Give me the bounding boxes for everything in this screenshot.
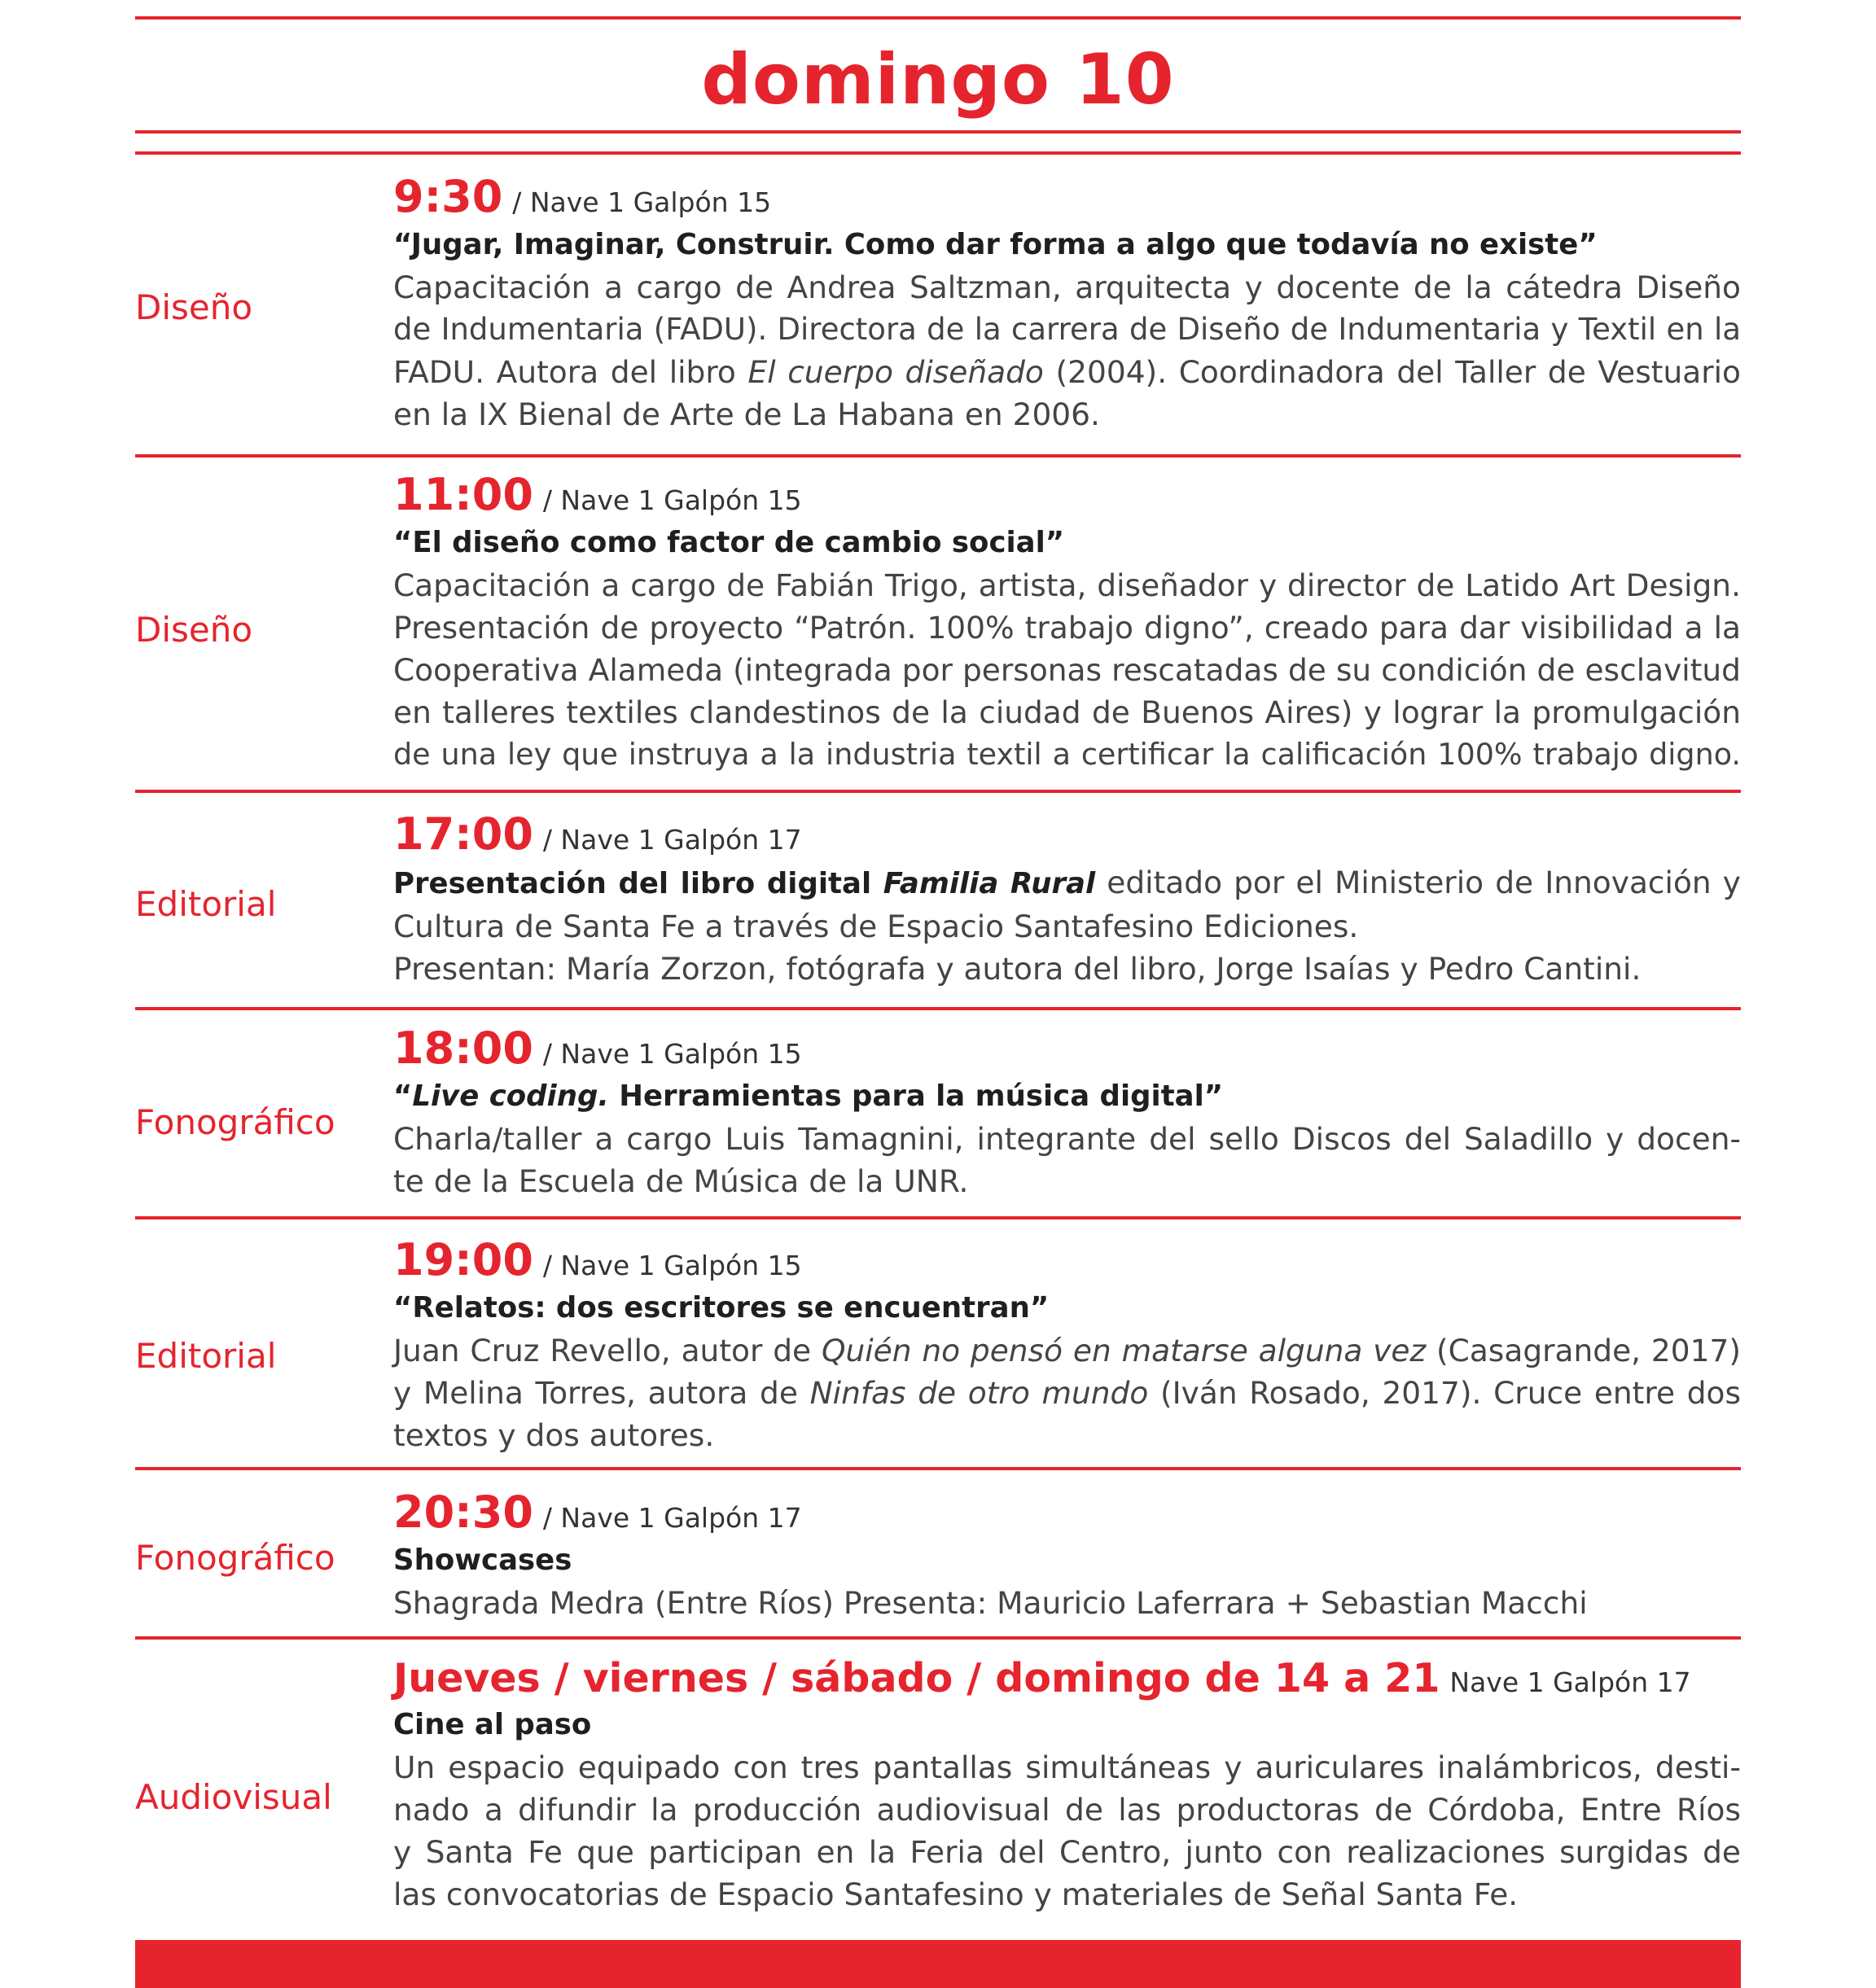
event-desc-line: Cooperativa Alameda (integrada por personas rescatadas de su condición de esclavitud bbox=[393, 652, 1741, 688]
divider bbox=[135, 1467, 1741, 1470]
event-desc-line: Un espacio equipado con tres pantallas simultáneas y auriculares inalámbricos, desti- bbox=[393, 1749, 1741, 1785]
event-desc-line: Juan Cruz Revello, autor de Quién no pensó en matarse alguna vez (Casagrande, 2017) bbox=[393, 1333, 1741, 1368]
event-category: Fonográfico bbox=[135, 1538, 335, 1578]
divider bbox=[135, 1636, 1741, 1640]
book-title: Quién no pensó en matarse alguna vez bbox=[821, 1333, 1427, 1368]
event-content bbox=[393, 173, 1741, 436]
event-content bbox=[393, 1654, 1741, 1916]
event-place: / Nave 1 Galpón 15 bbox=[512, 186, 772, 218]
event-desc-line: y Santa Fe que participan en la Feria del Centro, junto con realizaciones surgidas de bbox=[393, 1834, 1741, 1870]
event-time: 18:00 bbox=[393, 1022, 533, 1074]
event-desc-line: Cultura de Santa Fe a través de Espacio Santafesino Ediciones. bbox=[393, 909, 1359, 944]
book-title: El cuerpo diseñado bbox=[747, 354, 1044, 390]
event-desc-line: Charla/taller a cargo Luis Tamagnini, integrante del sello Discos del Saladillo y docen- bbox=[393, 1121, 1741, 1157]
event-place: / Nave 1 Galpón 15 bbox=[542, 1038, 802, 1070]
event-place: / Nave 1 Galpón 17 bbox=[542, 1502, 802, 1534]
day-title: domingo 10 bbox=[701, 39, 1175, 120]
event-desc-line: Capacitación a cargo de Andrea Saltzman, arquitecta y docente de la cátedra Diseño bbox=[393, 269, 1741, 305]
event-time: 19:00 bbox=[393, 1234, 533, 1285]
event-content bbox=[393, 810, 1741, 990]
event-desc-line: Presentación de proyecto “Patrón. 100% trabajo digno”, creado para dar visibilidad a la bbox=[393, 610, 1741, 646]
event-category: Diseño bbox=[135, 287, 253, 327]
event-title: “Relatos: dos escritores se encuentran” bbox=[393, 1291, 1050, 1325]
event-time: Jueves / viernes / sábado / domingo de 14 a 21 bbox=[393, 1655, 1440, 1701]
event-category: Editorial bbox=[135, 884, 277, 924]
event-desc-line: nado a difundir la producción audiovisual de las productoras de Córdoba, Entre Ríos bbox=[393, 1792, 1741, 1828]
divider bbox=[135, 454, 1741, 458]
event-content bbox=[393, 1024, 1741, 1202]
event-desc-line: textos y dos autores. bbox=[393, 1417, 715, 1453]
event-time: 9:30 bbox=[393, 171, 503, 222]
event-category: Fonográfico bbox=[135, 1102, 335, 1142]
event-desc-line: de una ley que instruya a la industria textil a certificar la calificación 100% trabajo digno. bbox=[393, 737, 1741, 772]
event-title: Cine al paso bbox=[393, 1708, 592, 1741]
divider bbox=[135, 16, 1741, 20]
divider bbox=[135, 1216, 1741, 1220]
event-content bbox=[393, 1488, 1741, 1624]
event-desc-line: Shagrada Medra (Entre Ríos) Presenta: Mauricio Laferrara + Sebastian Macchi bbox=[393, 1585, 1588, 1621]
bottom-bar bbox=[135, 1940, 1741, 1988]
event-desc-line: FADU. Autora del libro El cuerpo diseñado (2004). Coordinadora del Taller de Vestuario bbox=[393, 354, 1741, 390]
event-category: Editorial bbox=[135, 1336, 277, 1376]
event-place: Nave 1 Galpón 17 bbox=[1449, 1666, 1691, 1698]
event-desc-line: Capacitación a cargo de Fabián Trigo, artista, diseñador y director de Latido Art Design. bbox=[393, 567, 1741, 603]
divider bbox=[135, 130, 1741, 134]
event-title: Showcases bbox=[393, 1544, 572, 1577]
book-title: Ninfas de otro mundo bbox=[809, 1375, 1149, 1411]
event-place: / Nave 1 Galpón 15 bbox=[542, 484, 802, 516]
event-desc-line: de Indumentaria (FADU). Directora de la carrera de Diseño de Indumentaria y Textil en la bbox=[393, 312, 1741, 347]
event-time: 11:00 bbox=[393, 469, 533, 520]
event-content bbox=[393, 471, 1741, 776]
event-content bbox=[393, 1236, 1741, 1456]
event-desc-line: las convocatorias de Espacio Santafesino y materiales de Señal Santa Fe. bbox=[393, 1876, 1519, 1912]
event-title: “Live coding. Herramientas para la música digital” bbox=[393, 1079, 1224, 1113]
divider bbox=[135, 151, 1741, 155]
event-time: 17:00 bbox=[393, 808, 533, 860]
event-desc-line: Presentan: María Zorzon, fotógrafa y autora del libro, Jorge Isaías y Pedro Cantini. bbox=[393, 951, 1642, 987]
event-title: Presentación del libro digital Familia Rural editado por el Ministerio de Innovación y bbox=[393, 865, 1741, 900]
event-desc-line: en talleres textiles clandestinos de la ciudad de Buenos Aires) y lograr la promulgación bbox=[393, 694, 1741, 730]
event-desc-line: y Melina Torres, autora de Ninfas de otro mundo (Iván Rosado, 2017). Cruce entre dos bbox=[393, 1375, 1742, 1411]
event-place: / Nave 1 Galpón 15 bbox=[542, 1250, 802, 1281]
event-time: 20:30 bbox=[393, 1487, 533, 1538]
event-category: Diseño bbox=[135, 610, 253, 650]
event-category: Audiovisual bbox=[135, 1777, 332, 1817]
event-desc-line: en la IX Bienal de Arte de La Habana en 2006. bbox=[393, 396, 1100, 432]
event-title: “El diseño como factor de cambio social” bbox=[393, 526, 1065, 559]
book-title: Familia Rural bbox=[883, 867, 1096, 900]
event-title: “Jugar, Imaginar, Construir. Como dar forma a algo que todavía no existe” bbox=[393, 228, 1598, 261]
divider bbox=[135, 790, 1741, 793]
event-desc-line: te de la Escuela de Música de la UNR. bbox=[393, 1163, 969, 1199]
event-place: / Nave 1 Galpón 17 bbox=[542, 824, 802, 856]
divider bbox=[135, 1007, 1741, 1010]
